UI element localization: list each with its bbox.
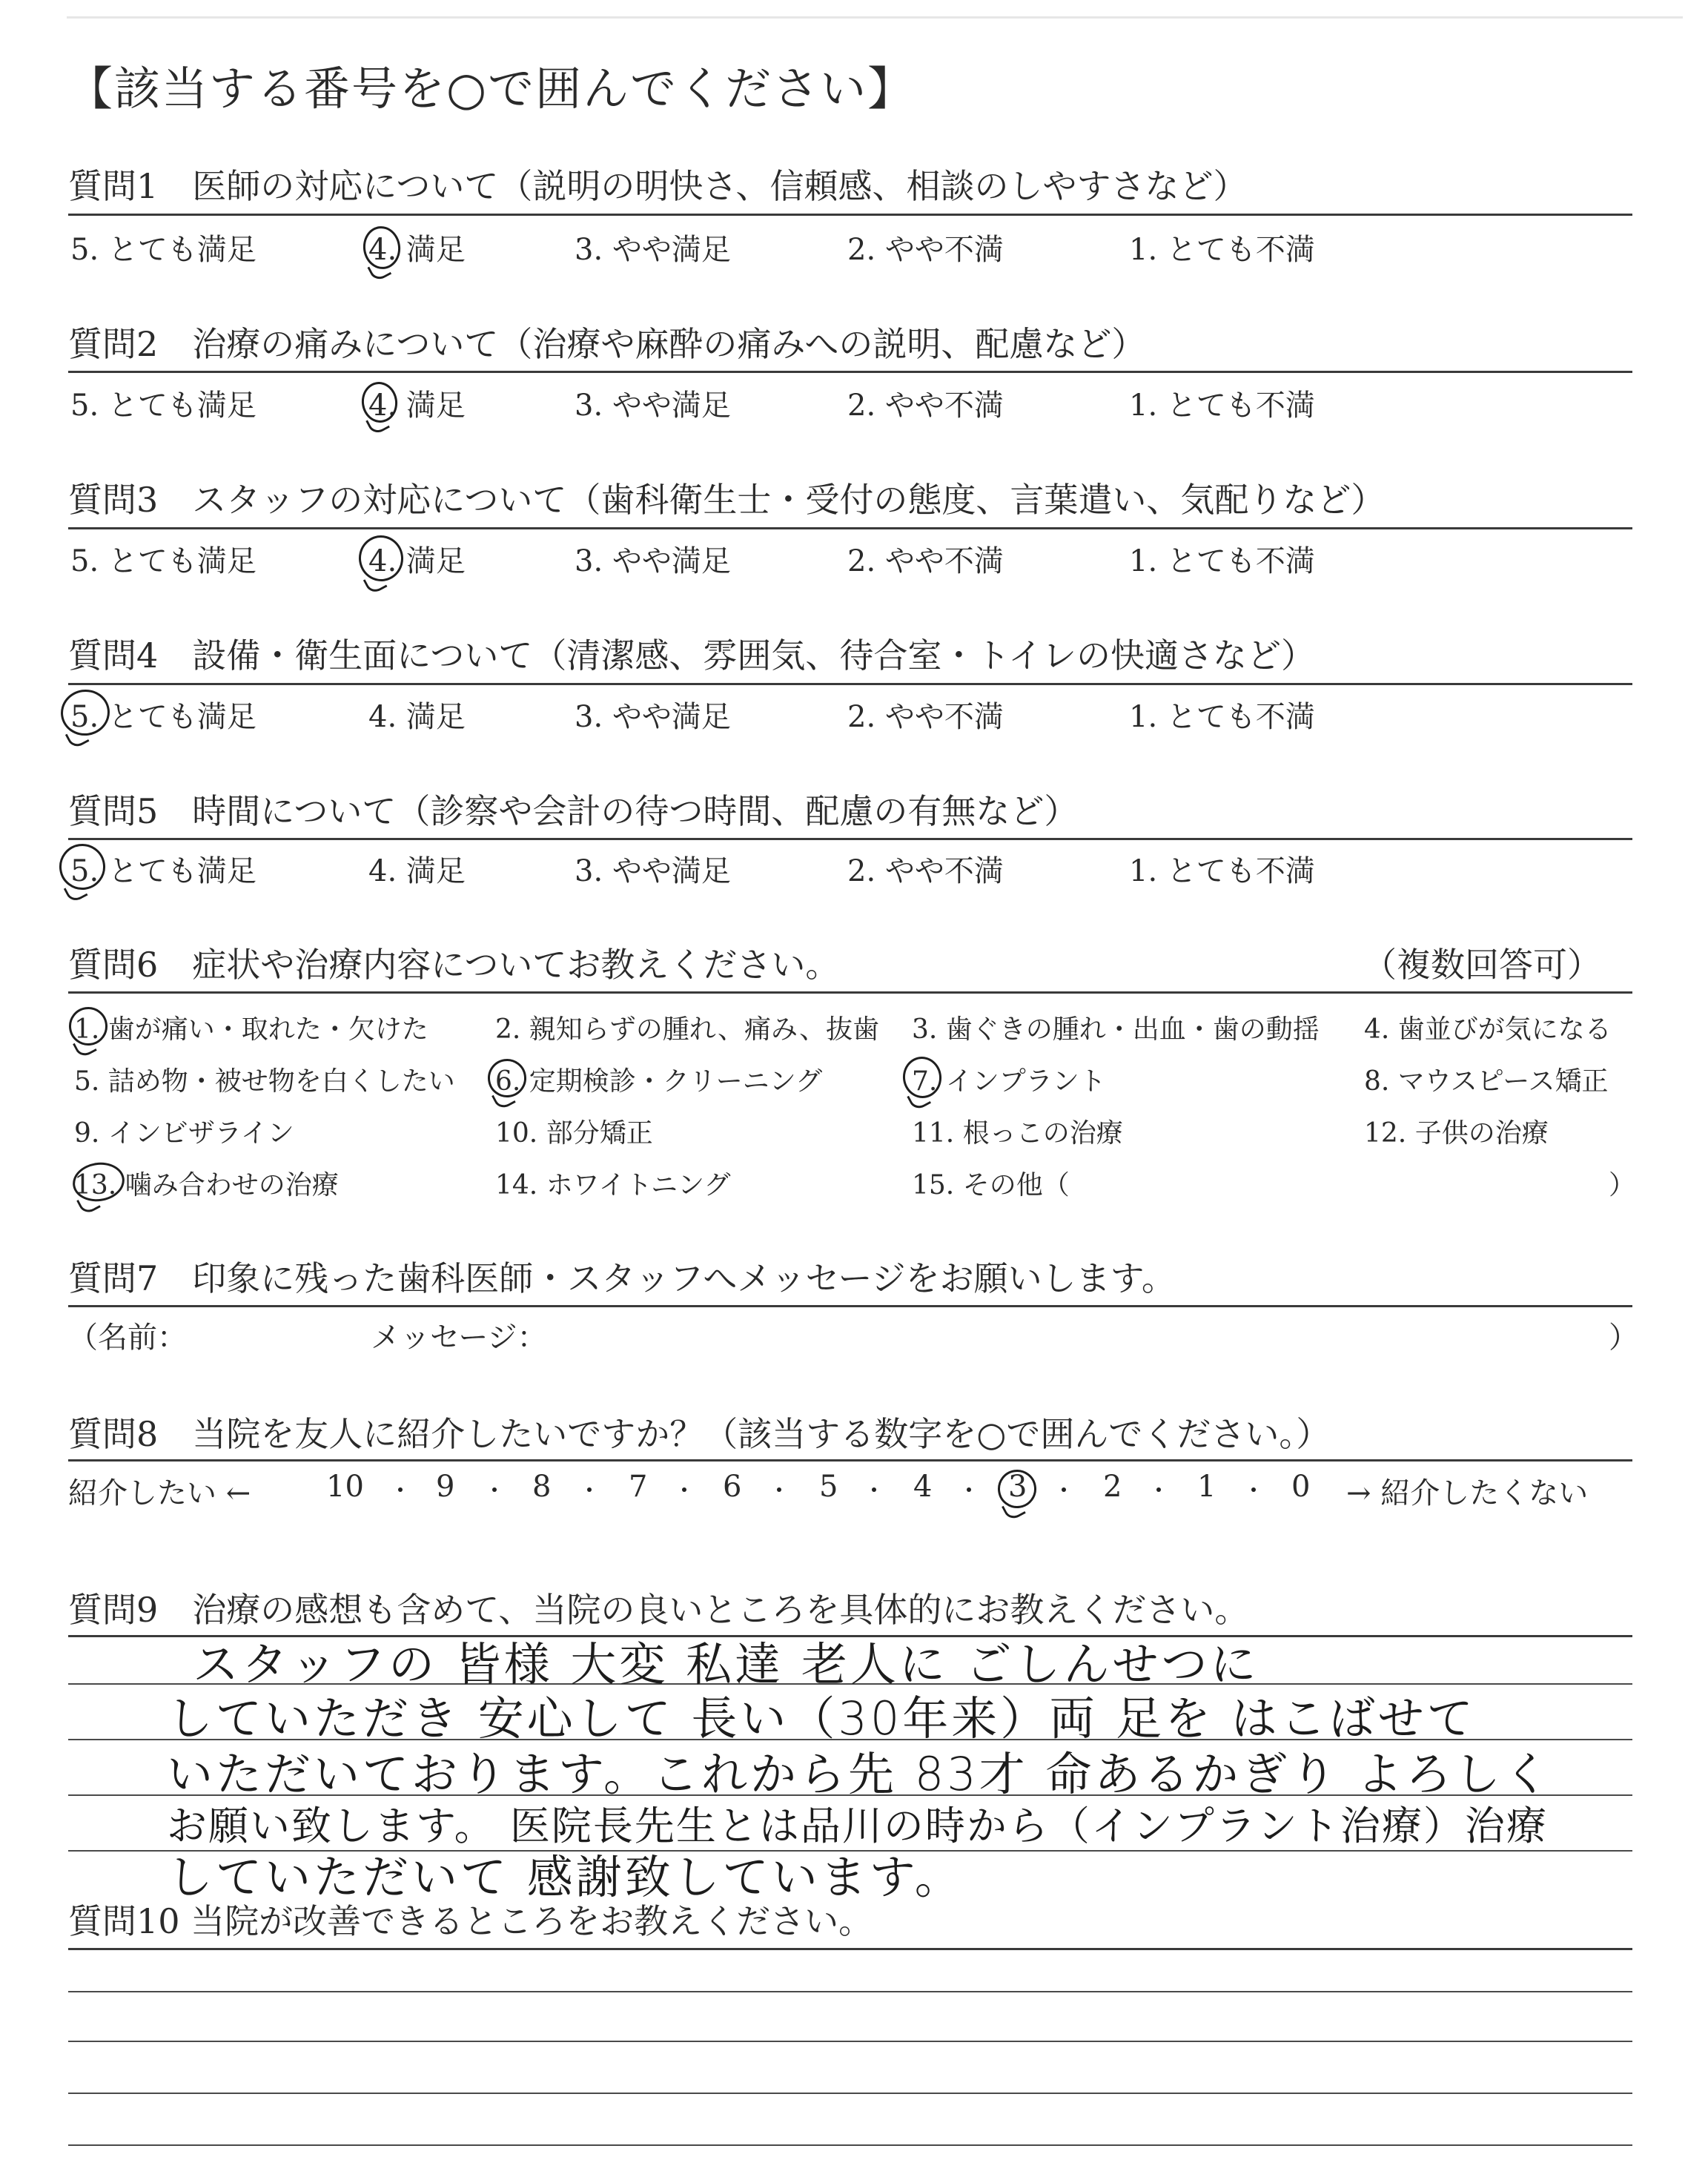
q5-option-1[interactable]: 1. とても不満 [1129, 854, 1315, 888]
q6-item-9[interactable]: 9. インビザライン [74, 1118, 294, 1149]
q3-option-2[interactable]: 2. やや不満 [847, 544, 1004, 578]
q1-option-4[interactable]: 4. 満足 [368, 233, 466, 267]
q8-scale-0[interactable]: 0 [1291, 1470, 1311, 1504]
question-2-rule [68, 371, 1632, 373]
q8-scale-10[interactable]: 10 [326, 1470, 364, 1504]
q4-option-5[interactable]: 5. とても満足 [70, 700, 256, 734]
q8-separator-dot [1251, 1487, 1256, 1492]
q8-separator-dot [1156, 1487, 1161, 1492]
q5-option-4[interactable]: 4. 満足 [368, 854, 466, 888]
question-7-rule [68, 1305, 1632, 1307]
q8-scale-4[interactable]: 4 [913, 1470, 933, 1504]
q5-option-2[interactable]: 2. やや不満 [847, 854, 1004, 888]
question-3-rule [68, 527, 1632, 529]
q1-option-3[interactable]: 3. やや満足 [575, 233, 731, 267]
q2-option-2[interactable]: 2. やや不満 [847, 389, 1004, 423]
q6-item-1[interactable]: 1. 歯が痛い・取れた・欠けた [74, 1014, 428, 1045]
q8-scale-2[interactable]: 2 [1103, 1470, 1122, 1504]
q7-message-label: メッセージ： [371, 1321, 547, 1355]
q2-option-5[interactable]: 5. とても満足 [70, 389, 256, 423]
q1-option-5[interactable]: 5. とても満足 [70, 233, 256, 267]
q8-scale-3[interactable]: 3 [1008, 1470, 1027, 1504]
question-10-title: 質問10 当院が改善できるところをお教えください。 [68, 1901, 873, 1941]
answer-line [68, 2144, 1632, 2146]
q1-option-1[interactable]: 1. とても不満 [1129, 233, 1315, 267]
q8-separator-dot [492, 1487, 497, 1492]
q6-item-12[interactable]: 12. 子供の治療 [1364, 1118, 1549, 1149]
q6-item-13[interactable]: 13. 噛み合わせの治療 [74, 1170, 339, 1200]
q6-item-10[interactable]: 10. 部分矯正 [495, 1118, 653, 1149]
q8-separator-dot [967, 1487, 971, 1492]
q8-separator-dot [777, 1487, 781, 1492]
question-4-title: 質問4 設備・衛生面について（清潔感、雰囲気、待合室・トイレの快適さなど） [68, 635, 1316, 676]
q8-selected-circle [996, 1467, 1039, 1511]
q7-close-paren: ） [1609, 1321, 1638, 1355]
question-6-rule [68, 991, 1632, 994]
q8-scale-5[interactable]: 5 [819, 1470, 838, 1504]
q4-option-4[interactable]: 4. 満足 [368, 700, 466, 734]
q8-separator-dot [587, 1487, 592, 1492]
q8-scale-6[interactable]: 6 [723, 1470, 742, 1504]
q4-option-1[interactable]: 1. とても不満 [1129, 700, 1315, 734]
q8-right-label: → 紹介したくない [1346, 1476, 1589, 1510]
q4-option-2[interactable]: 2. やや不満 [847, 700, 1004, 734]
q6-item-4[interactable]: 4. 歯並びが気になる [1364, 1014, 1612, 1045]
question-1-title: 質問1 医師の対応について（説明の明快さ、信頼感、相談のしやすさなど） [68, 166, 1248, 206]
q6-item-14[interactable]: 14. ホワイトニング [495, 1170, 731, 1200]
q8-scale-1[interactable]: 1 [1197, 1470, 1217, 1504]
q6-item-15[interactable]: 15. その他（ [912, 1170, 1070, 1200]
q4-option-3[interactable]: 3. やや満足 [575, 700, 731, 734]
q6-item-15-close: ） [1609, 1170, 1636, 1200]
question-5-title: 質問5 時間について（診察や会計の待つ時間、配慮の有無など） [68, 791, 1079, 831]
q3-option-5[interactable]: 5. とても満足 [70, 544, 256, 578]
answer-line [68, 2041, 1632, 2042]
q9-handwriting-line-3: いただいております。これから先 83才 命あるかぎり よろしく [167, 1747, 1553, 1801]
answer-line [68, 2093, 1632, 2094]
question-6-title: 質問6 症状や治療内容についてお教えください。 [68, 945, 840, 985]
q5-option-3[interactable]: 3. やや満足 [575, 854, 731, 888]
q2-option-1[interactable]: 1. とても不満 [1129, 389, 1315, 423]
q9-handwriting-line-1: スタッフの 皆様 大変 私達 老人に ごしんせつに [193, 1637, 1260, 1691]
q6-item-6[interactable]: 6. 定期検診・クリーニング [495, 1066, 823, 1097]
question-2-title: 質問2 治療の痛みについて（治療や麻酔の痛みへの説明、配慮など） [68, 324, 1146, 364]
question-8-title: 質問8 当院を友人に紹介したいですか？（該当する数字を○で囲んでください。） [68, 1414, 1331, 1454]
q8-separator-dot [872, 1487, 876, 1492]
question-3-title: 質問3 スタッフの対応について（歯科衛生士・受付の態度、言葉遣い、気配りなど） [68, 480, 1386, 520]
q9-handwriting-line-4: お願い致します。 医院長先生とは品川の時から（インプラント治療）治療 [167, 1803, 1548, 1849]
q1-option-2[interactable]: 2. やや不満 [847, 233, 1004, 267]
question-4-rule [68, 683, 1632, 685]
q3-option-3[interactable]: 3. やや満足 [575, 544, 731, 578]
q5-option-5[interactable]: 5. とても満足 [70, 854, 256, 888]
q9-handwriting-line-5: していただいて 感謝致しています。 [167, 1850, 964, 1904]
q2-option-3[interactable]: 3. やや満足 [575, 389, 731, 423]
top-border [67, 16, 1683, 19]
question-8-rule [68, 1459, 1632, 1462]
q8-left-label: 紹介したい ← [68, 1476, 251, 1510]
q3-option-1[interactable]: 1. とても不満 [1129, 544, 1315, 578]
question-7-title: 質問7 印象に残った歯科医師・スタッフへメッセージをお願いします。 [68, 1258, 1176, 1298]
q8-separator-dot [682, 1487, 686, 1492]
q2-option-4[interactable]: 4. 満足 [368, 389, 466, 423]
q6-item-7[interactable]: 7. インプラント [912, 1066, 1106, 1097]
q8-scale-9[interactable]: 9 [436, 1470, 455, 1504]
q6-item-3[interactable]: 3. 歯ぐきの腫れ・出血・歯の動揺 [912, 1014, 1320, 1045]
q8-scale-7[interactable]: 7 [629, 1470, 648, 1504]
q7-name-label: （名前： [68, 1321, 187, 1355]
q6-item-2[interactable]: 2. 親知らずの腫れ、痛み、抜歯 [495, 1014, 880, 1045]
question-1-rule [68, 214, 1632, 216]
page-title: 【該当する番号を○で囲んでください】 [67, 62, 916, 116]
q8-separator-dot [1062, 1487, 1066, 1492]
q3-option-4[interactable]: 4. 満足 [368, 544, 466, 578]
q6-item-11[interactable]: 11. 根っこの治療 [912, 1118, 1123, 1149]
question-9-title: 質問9 治療の感想も含めて、当院の良いところを具体的にお教えください。 [68, 1590, 1249, 1630]
q6-item-8[interactable]: 8. マウスピース矯正 [1364, 1066, 1609, 1097]
q9-handwriting-line-2: していただき 安心して 長い（30年来）両 足を はこばせて [167, 1691, 1476, 1745]
q8-scale-8[interactable]: 8 [532, 1470, 552, 1504]
question-6-note: （複数回答可） [1363, 945, 1601, 985]
answer-line [68, 1991, 1632, 1992]
question-10-rule [68, 1948, 1632, 1950]
q6-item-5[interactable]: 5. 詰め物・被せ物を白くしたい [74, 1066, 455, 1097]
q8-separator-dot [398, 1487, 403, 1492]
question-5-rule [68, 838, 1632, 840]
